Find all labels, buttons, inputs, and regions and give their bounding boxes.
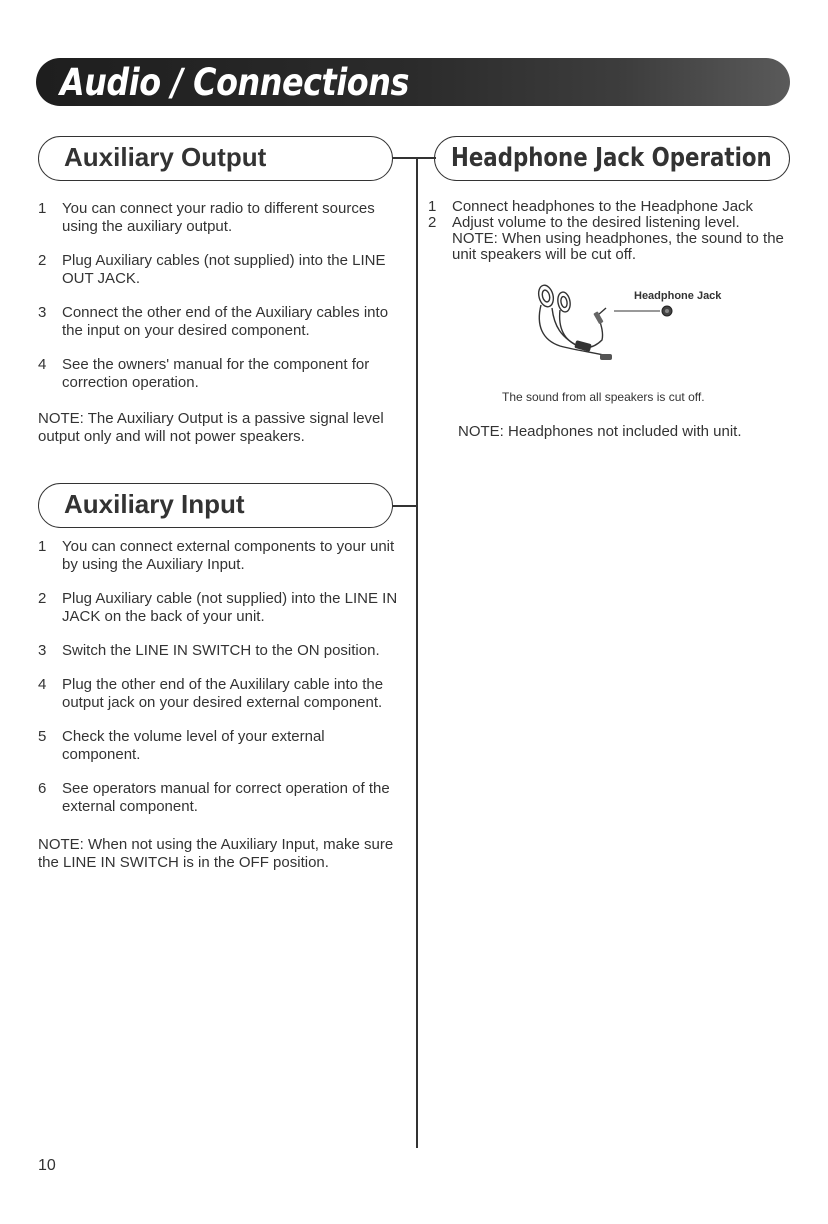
step-text: Plug Auxiliary cable (not supplied) into the LINE IN JACK on the back of your unit. — [62, 590, 398, 625]
step-number: 3 — [38, 642, 47, 659]
list-item — [35, 538, 405, 574]
aux-input-title: Auxiliary Input — [64, 489, 245, 519]
list-item — [35, 676, 405, 712]
step-text: Switch the LINE IN SWITCH to the ON position. — [62, 642, 380, 659]
step-text: You can connect your radio to different sources using the auxiliary output. — [62, 200, 375, 235]
connector-line-mid — [392, 505, 417, 507]
list-item — [425, 199, 787, 215]
step-text: You can connect external components to your unit by using the Auxiliary Input. — [62, 538, 395, 573]
banner-title: Audio / Connections — [60, 61, 409, 104]
step-number: 5 — [38, 728, 47, 745]
step-number: 1 — [38, 200, 47, 217]
list-item — [35, 728, 405, 764]
column-divider — [416, 158, 418, 1148]
list-item — [35, 642, 405, 660]
step-text: Check the volume level of your external component. — [62, 728, 325, 763]
step-number: 4 — [38, 356, 47, 373]
aux-output-title: Auxiliary Output — [64, 142, 267, 172]
step-number: 6 — [38, 780, 47, 797]
list-item — [35, 356, 397, 392]
list-item — [35, 252, 397, 288]
aux-input-note: NOTE: When not using the Auxiliary Input, make sure the LINE IN SWITCH is in the OFF position. — [38, 836, 394, 871]
step-number: 2 — [38, 590, 47, 607]
aux-output-steps — [35, 200, 397, 408]
list-item — [35, 780, 405, 816]
aux-output-note: NOTE: The Auxiliary Output is a passive signal level output only and will not power speakers. — [38, 410, 384, 445]
step-number: 1 — [38, 538, 47, 555]
headphone-title: Headphone Jack Operation — [451, 143, 772, 173]
step-number: 2 — [428, 214, 437, 231]
list-item — [425, 215, 787, 263]
step-text: Plug Auxiliary cables (not supplied) into the LINE OUT JACK. — [62, 252, 386, 287]
headphone-steps — [425, 199, 787, 263]
step-text: See the owners' manual for the component for correction operation. — [62, 356, 370, 391]
headphone-note: NOTE: Headphones not included with unit. — [458, 423, 742, 440]
step-text: Connect headphones to the Headphone Jack — [452, 198, 754, 215]
step-number: 3 — [38, 304, 47, 321]
step-number: 4 — [38, 676, 47, 693]
list-item — [35, 304, 397, 340]
headphone-jack-icon — [614, 304, 676, 318]
step-number: 1 — [428, 198, 437, 215]
headphone-caption: The sound from all speakers is cut off. — [502, 390, 705, 404]
connector-line-top — [392, 157, 436, 159]
step-number: 2 — [38, 252, 47, 269]
step-text: Plug the other end of the Auxililary cable into the output jack on your desired external component. — [62, 676, 384, 711]
step-text: Adjust volume to the desired listening level. NOTE: When using headphones, the sound to the unit speakers will be cut off. — [452, 214, 784, 263]
aux-input-steps — [35, 538, 405, 832]
page-number: 10 — [38, 1157, 56, 1174]
list-item — [35, 590, 405, 626]
list-item — [35, 200, 397, 236]
step-text: Connect the other end of the Auxiliary cables into the input on your desired component. — [62, 304, 389, 339]
headphones-illustration — [530, 280, 640, 370]
headphone-jack-label: Headphone Jack — [634, 290, 722, 302]
step-text: See operators manual for correct operation of the external component. — [62, 780, 390, 815]
